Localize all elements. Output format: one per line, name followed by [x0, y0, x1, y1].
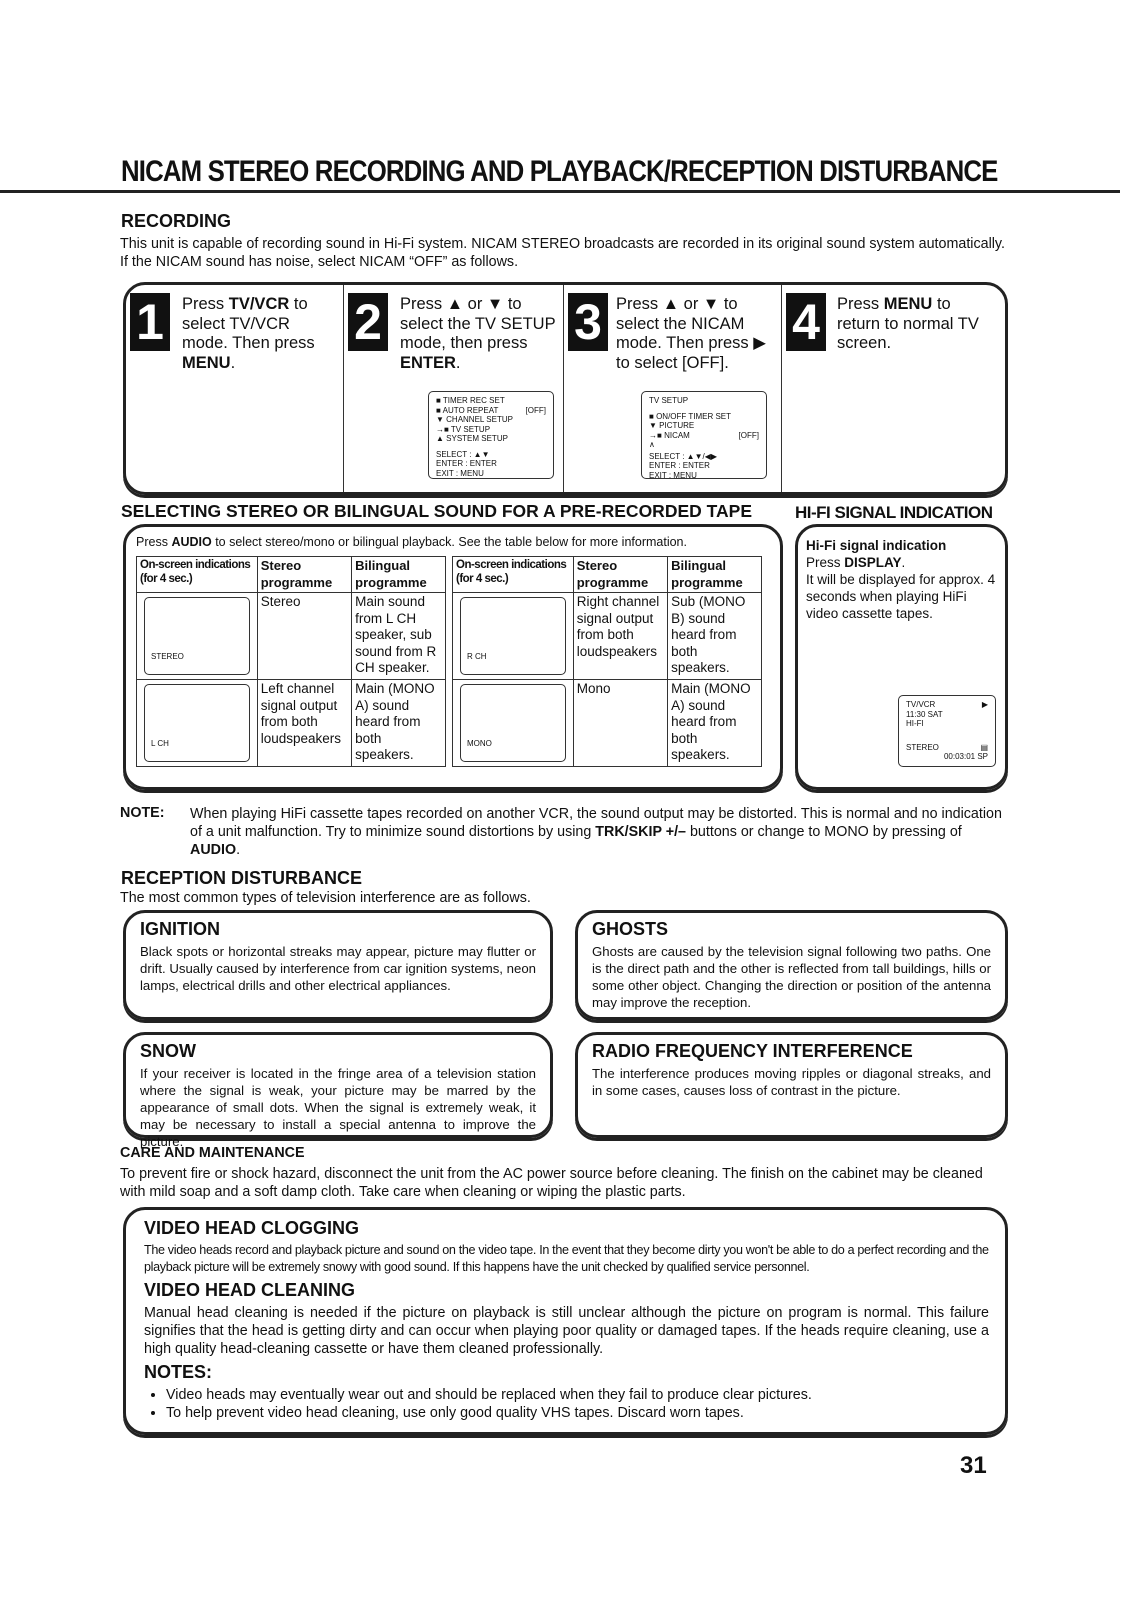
snow-box: [123, 1032, 553, 1149]
reception-heading: RECEPTION DISTURBANCE: [121, 868, 363, 888]
clog-heading: VIDEO HEAD CLOGGING: [144, 1218, 360, 1238]
ghosts-text: Ghosts are caused by the television signal following two paths. One is the direct path and the other is reflected from tall buildings, hills or some other object. Changing the direction or position of the antenna may improve the reception.: [592, 944, 991, 1010]
step-4: [782, 285, 1008, 492]
clean-heading: VIDEO HEAD CLEANING: [144, 1280, 356, 1300]
tv-screen: L CH: [144, 684, 250, 762]
step-2: [344, 285, 564, 492]
osd-setup-menu: ■ TIMER REC SET ■ AUTO REPEAT [OFF] ▼ CHANNEL SETUP →■ TV SETUP ▲ SYSTEM SETUP SELECT : ▲▼ ENTER : ENTER EXIT : MENU: [428, 391, 554, 479]
ghosts-heading: GHOSTS: [592, 919, 669, 939]
step-3: [564, 285, 782, 492]
hifi-osd: TV/VCR ▶ 11:30 SAT HI-FI STEREO ▤ 00:03:01 SP: [898, 695, 996, 767]
stereo-table-right: [452, 556, 762, 767]
title-rule: [0, 190, 1120, 193]
notes-heading: NOTES:: [144, 1362, 213, 1382]
page-number: 31: [960, 1452, 987, 1479]
table-row: L CH Left channel signal output from both loudspeakers Main (MONO A) sound heard from both speakers.: [137, 680, 446, 767]
col-stereo: Stereo programme: [573, 557, 667, 593]
stereo-heading: SELECTING STEREO OR BILINGUAL SOUND FOR A PRE-RECORDED TAPE: [121, 501, 753, 521]
video-head-box: [123, 1207, 1008, 1435]
clog-text: The video heads record and playback picture and sound on the video tape. In the event that they become dirty you won't be able to do a perfect recording and the playback picture will be extremely snowy with good sound. If this happens have the unit checked by qualified service personnel.: [144, 1243, 989, 1274]
care-heading: CARE AND MAINTENANCE: [120, 1145, 305, 1161]
hifi-heading: HI-FI SIGNAL INDICATION: [795, 503, 993, 522]
snow-heading: SNOW: [140, 1041, 196, 1061]
col-bilingual: Bilingual programme: [668, 557, 762, 593]
step-number: 4: [786, 293, 826, 351]
table-header-row: [137, 557, 446, 593]
col-onscreen: On-screen indications (for 4 sec.): [453, 557, 574, 593]
table-row: STEREO Stereo Main sound from L CH speaker, sub sound from R CH speaker.: [137, 593, 446, 680]
step-text: Press ▲ or ▼ to select the TV SETUP mode, then press ENTER.: [400, 295, 556, 372]
recording-heading: RECORDING: [121, 211, 232, 231]
care-text: To prevent fire or shock hazard, disconnect the unit from the AC power source before cleaning. The finish on the cabinet may be cleaned with mild soap and a soft damp cloth. Take care when cleaning or wiping the plastic parts.: [120, 1166, 983, 1200]
step-number: 1: [130, 293, 170, 351]
step-number: 2: [348, 293, 388, 351]
page-title: NICAM STEREO RECORDING AND PLAYBACK/RECEPTION DISTURBANCE: [121, 155, 998, 188]
rfi-heading: RADIO FREQUENCY INTERFERENCE: [592, 1041, 913, 1061]
list-item: • Video heads may eventually wear out and should be replaced when they fail to produce clear pictures.: [166, 1386, 989, 1404]
stereo-box: [123, 524, 783, 790]
col-stereo: Stereo programme: [257, 557, 351, 593]
col-onscreen: On-screen indications (for 4 sec.): [137, 557, 258, 593]
recording-intro: This unit is capable of recording sound in Hi-Fi system. NICAM STEREO broadcasts are recorded in its original sound system automatically. If the NICAM sound has noise, select NICAM “OFF” as follows.: [120, 236, 1005, 270]
stereo-table-left: [136, 556, 446, 767]
table-row: MONO Mono Main (MONO A) sound heard from both speakers.: [453, 680, 762, 767]
clean-text: Manual head cleaning is needed if the picture on playback is still unclear although the picture on program is normal. This failure signifies that the head is getting dirty and can occur when playing poor quality or damaged tapes. If the heads require cleaning, use a high quality head-cleaning cassette or have them cleaned professionally.: [144, 1305, 989, 1357]
ignition-box: [123, 910, 553, 1020]
stereo-intro: Press AUDIO to select stereo/mono or bilingual playback. See the table below for more information.: [136, 535, 687, 549]
step-text: Press ▲ or ▼ to select the NICAM mode. Then press ▶ to select [OFF].: [616, 295, 766, 372]
ghosts-box: [575, 910, 1008, 1020]
step-text: Press MENU to return to normal TV screen.: [837, 295, 979, 352]
ignition-text: Black spots or horizontal streaks may appear, picture may flutter or drift. Usually caused by interference from car ignition systems, neon lamps, electrical drills and other electrical appliances.: [140, 944, 536, 993]
hifi-text: Hi-Fi signal indication Press DISPLAY. It will be displayed for approx. 4 seconds when playing HiFi video cassette tapes.: [806, 538, 996, 621]
tv-screen: STEREO: [144, 597, 250, 675]
reception-intro: The most common types of television interference are as follows.: [120, 890, 531, 906]
ignition-heading: IGNITION: [140, 919, 220, 939]
table-header-row: [453, 557, 762, 593]
tv-screen: MONO: [460, 684, 566, 762]
note-text: When playing HiFi cassette tapes recorded on another VCR, the sound output may be distorted. This is normal and no indication of a unit malfunction. Try to minimize sound distortions by using TRK/SKIP +/– buttons or change to MONO by pressing of AUDIO.: [190, 806, 1002, 858]
step-number: 3: [568, 293, 608, 351]
note-label: NOTE:: [120, 805, 165, 821]
hifi-box: [795, 524, 1008, 790]
notes-list: [144, 1386, 989, 1422]
snow-text: If your receiver is located in the fringe area of a television station where the signal is weak, your picture may be marred by the appearance of small dots. When the signal is extremely weak, it may be necessary to install a special antenna to improve the picture.: [140, 1066, 536, 1149]
step-text: Press TV/VCR to select TV/VCR mode. Then press MENU.: [182, 295, 315, 372]
step-1: [126, 285, 344, 492]
list-item: • To help prevent video head cleaning, use only good quality VHS tapes. Discard worn tapes.: [166, 1404, 989, 1422]
osd-tv-setup-menu: TV SETUP ■ ON/OFF TIMER SET ▼ PICTURE →■ NICAM [OFF] ∧ SELECT : ▲▼/◀▶ ENTER : ENTER EXIT : MENU: [641, 391, 767, 479]
col-bilingual: Bilingual programme: [352, 557, 446, 593]
rfi-text: The interference produces moving ripples or diagonal streaks, and in some cases, causes loss of contrast in the picture.: [592, 1066, 991, 1098]
steps-box: [123, 282, 1008, 495]
table-row: R CH Right channel signal output from both loudspeakers Sub (MONO B) sound heard from both speakers.: [453, 593, 762, 680]
tv-screen: R CH: [460, 597, 566, 675]
rfi-box: [575, 1032, 1008, 1138]
